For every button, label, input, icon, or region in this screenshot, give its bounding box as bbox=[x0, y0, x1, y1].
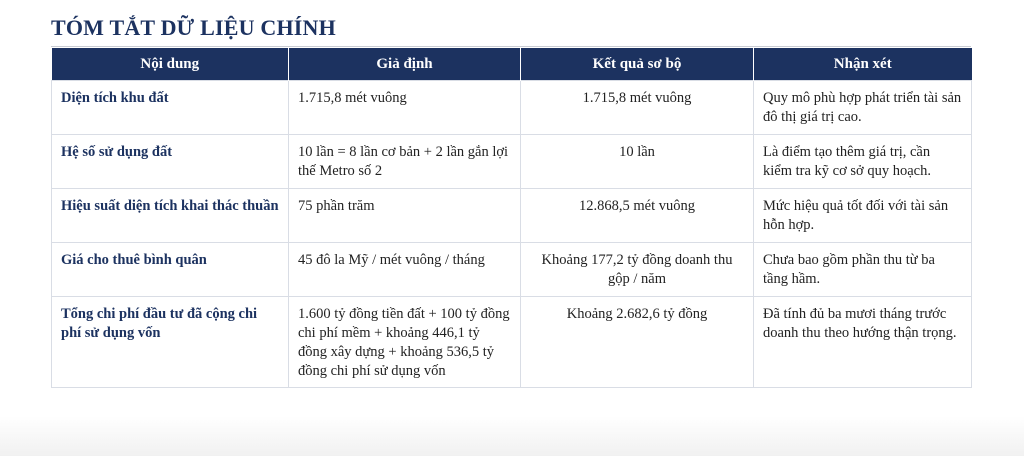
table-row bbox=[52, 297, 972, 388]
header-result: Kết quả sơ bộ bbox=[521, 48, 754, 81]
page-title: TÓM TẮT DỮ LIỆU CHÍNH bbox=[51, 15, 336, 40]
page-bottom-shade bbox=[0, 416, 1024, 456]
table-row bbox=[52, 243, 972, 297]
header-content: Nội dung bbox=[52, 48, 289, 81]
cell-comment: Quy mô phù hợp phát triển tài sản đô thị giá trị cao. bbox=[754, 81, 972, 135]
cell-content: Giá cho thuê bình quân bbox=[52, 243, 289, 297]
cell-result: 1.715,8 mét vuông bbox=[521, 81, 754, 135]
cell-result: Khoảng 177,2 tỷ đồng doanh thu gộp / năm bbox=[521, 243, 754, 297]
cell-content: Diện tích khu đất bbox=[52, 81, 289, 135]
table-header-row bbox=[52, 48, 972, 81]
header-comment: Nhận xét bbox=[754, 48, 972, 81]
table-row bbox=[52, 135, 972, 189]
cell-assumption: 10 lần = 8 lần cơ bản + 2 lần gắn lợi thế Metro số 2 bbox=[289, 135, 521, 189]
cell-content: Hiệu suất diện tích khai thác thuần bbox=[52, 189, 289, 243]
cell-comment: Đã tính đủ ba mươi tháng trước doanh thu theo hướng thận trọng. bbox=[754, 297, 972, 388]
cell-assumption: 75 phần trăm bbox=[289, 189, 521, 243]
table-row bbox=[52, 189, 972, 243]
cell-comment: Mức hiệu quả tốt đối với tài sản hỗn hợp. bbox=[754, 189, 972, 243]
table-row bbox=[52, 81, 972, 135]
summary-table bbox=[51, 48, 972, 388]
header-assumption: Giả định bbox=[289, 48, 521, 81]
title-divider bbox=[51, 46, 971, 47]
cell-assumption: 1.600 tỷ đồng tiền đất + 100 tỷ đồng chi phí mềm + khoảng 446,1 tỷ đồng xây dựng + khoảng 536,5 tỷ đồng chi phí sử dụng vốn bbox=[289, 297, 521, 388]
cell-assumption: 1.715,8 mét vuông bbox=[289, 81, 521, 135]
cell-content: Hệ số sử dụng đất bbox=[52, 135, 289, 189]
cell-comment: Chưa bao gồm phần thu từ ba tầng hầm. bbox=[754, 243, 972, 297]
cell-comment: Là điểm tạo thêm giá trị, cần kiểm tra kỹ cơ sở quy hoạch. bbox=[754, 135, 972, 189]
cell-result: 12.868,5 mét vuông bbox=[521, 189, 754, 243]
cell-assumption: 45 đô la Mỹ / mét vuông / tháng bbox=[289, 243, 521, 297]
cell-content: Tổng chi phí đầu tư đã cộng chi phí sử dụng vốn bbox=[52, 297, 289, 388]
cell-result: Khoảng 2.682,6 tỷ đồng bbox=[521, 297, 754, 388]
cell-result: 10 lần bbox=[521, 135, 754, 189]
